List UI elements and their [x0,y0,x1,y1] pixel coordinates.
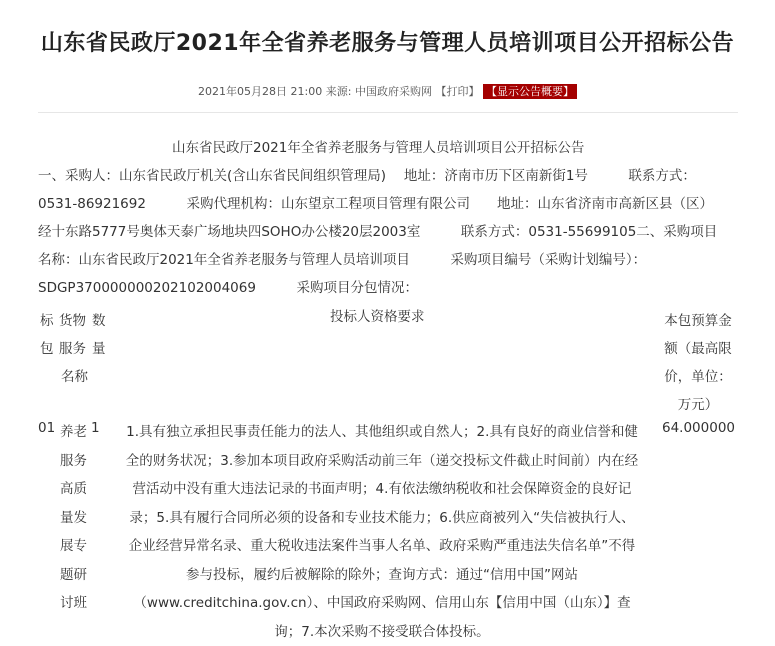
row-goods-l2: 服务 [60,447,87,476]
body-line-4: 名称：山东省民政厅2021年全省养老服务与管理人员培训项目 采购项目编号（采购计划编号）： [38,250,646,270]
header-goods [59,307,93,391]
divider [38,112,738,113]
body-line-5: SDGP370000000202102004069 采购项目分包情况： [38,278,418,298]
body-line-3: 经十东路5777号奥体天泰广场地块四SOHO办公楼20层2003室 联系方式：0531-55699105二、采购项目 [38,222,717,242]
source-label: 来源: [326,85,352,98]
header-goods-l1: 货物 [59,307,93,335]
row-qty: 1 [91,418,100,438]
header-budget [658,307,738,419]
req-line-1: 1.具有独立承担民事责任能力的法人、其他组织或自然人；2.具有良好的商业信誉和健 [108,418,656,447]
page-title: 山东省民政厅2021年全省养老服务与管理人员培训项目公开招标公告 [0,26,775,57]
header-goods-l2: 服务 [59,335,93,363]
req-line-4: 录；5.具有履行合同所必须的设备和专业技术能力；6.供应商被列入“失信被执行人、 [108,504,656,533]
header-goods-l3: 名称 [59,363,93,391]
body-line-2: 0531-86921692 采购代理机构：山东望京工程项目管理有限公司 地址：山东省济南市高新区县（区） [38,194,713,214]
header-qty [92,307,106,363]
row-goods [60,418,87,618]
req-line-8: 询；7.本次采购不接受联合体投标。 [108,618,656,646]
row-goods-l7: 讨班 [60,589,87,618]
article-meta [0,83,775,99]
row-goods-l3: 高质 [60,475,87,504]
header-package-l1: 标 [40,307,54,335]
row-goods-l6: 题研 [60,561,87,590]
row-goods-l4: 量发 [60,504,87,533]
row-requirements [108,418,656,646]
req-line-2: 全的财务状况；3.参加本项目政府采购活动前三年（递交投标文件截止时间前）内在经 [108,447,656,476]
header-budget-l3: 价，单位： [658,363,738,391]
source-link[interactable]: 中国政府采购网 [355,85,432,98]
row-package: 01 [38,418,55,438]
header-qty-l1: 数 [92,307,106,335]
row-goods-l5: 展专 [60,532,87,561]
header-qty-l2: 量 [92,335,106,363]
header-budget-l1: 本包预算金 [658,307,738,335]
header-budget-l4: 万元） [658,391,738,419]
publish-datetime: 2021年05月28日 21:00 [198,85,322,98]
req-line-7: （www.creditchina.gov.cn）、中国政府采购网、信用山东【信用中国（山东）】查 [108,589,656,618]
req-line-3: 营活动中没有重大违法记录的书面声明；4.有依法缴纳税收和社会保障资金的良好记 [108,475,656,504]
show-summary-button[interactable]: 【显示公告概要】 [483,84,577,99]
header-requirements: 投标人资格要求 [330,307,425,327]
header-package-l2: 包 [40,335,54,363]
req-line-6: 参与投标，履约后被解除的除外；查询方式：通过“信用中国”网站 [108,561,656,590]
header-budget-l2: 额（最高限 [658,335,738,363]
notice-heading: 山东省民政厅2021年全省养老服务与管理人员培训项目公开招标公告 [172,138,584,158]
req-line-5: 企业经营异常名录、重大税收违法案件当事人名单、政府采购严重违法失信名单”不得 [108,532,656,561]
row-goods-l1: 养老 [60,418,87,447]
row-budget: 64.000000 [662,418,735,438]
print-link[interactable]: 【打印】 [435,85,479,98]
header-package [40,307,54,363]
body-line-1: 一、采购人：山东省民政厅机关(含山东省民间组织管理局) 地址：济南市历下区南新街1号 联系方式： [38,166,696,186]
